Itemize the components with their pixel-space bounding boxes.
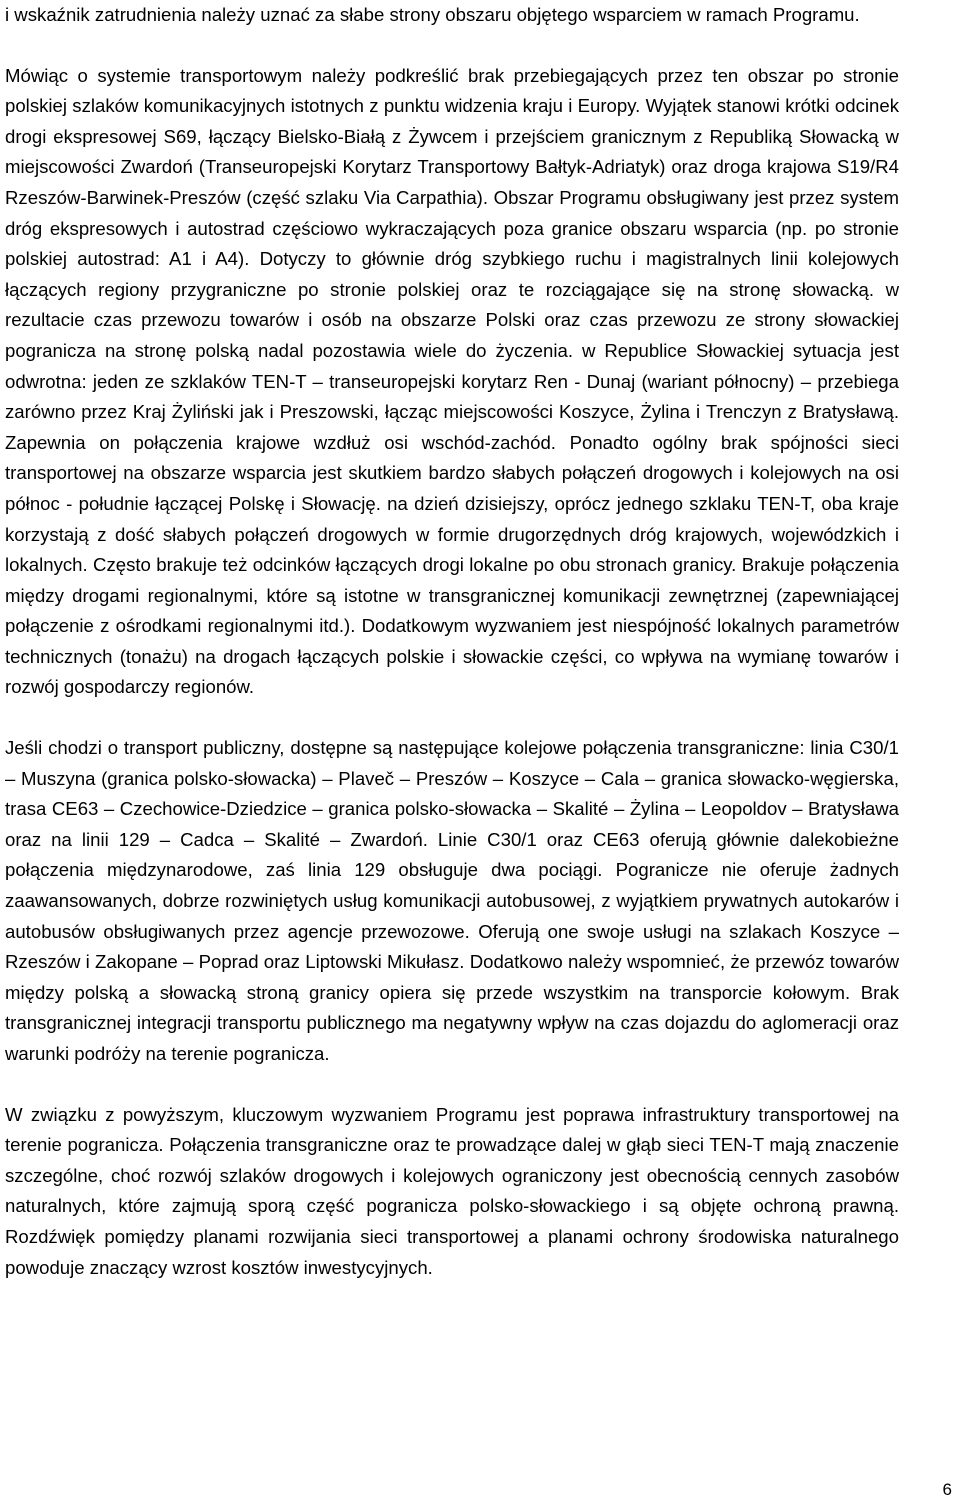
paragraph-gap bbox=[5, 1070, 899, 1100]
paragraph-intro-continuation: i wskaźnik zatrudnienia należy uznać za słabe strony obszaru objętego wsparciem w ramach Programu. bbox=[5, 4, 860, 25]
paragraph-public-transport: Jeśli chodzi o transport publiczny, dostępne są następujące kolejowe połączenia transgraniczne: linia C30/1 – Muszyna (granica polsko-słowacka) – Plaveč – Preszów – Koszyce – Cala – granica słowacko-węgierska, trasa CE63 – Czechowice-Dziedzice – granica polsko-słowacka – Skalité – Żylina – Leopoldov – Bratysława oraz na linii 129 – Cadca – Skalité – Zwardoń. Linie C30/1 oraz CE63 oferują głównie dalekobieżne połączenia międzynarodowe, zaś linia 129 obsługuje dwa pociągi. Pogranicze nie oferuje żadnych zaawansowanych, dobrze rozwiniętych usług komunikacji autobusowej, z wyjątkiem prywatnych autokarów i autobusów obsługiwanych przez agencje przewozowe. Oferują one swoje usługi na szlakach Koszyce – Rzeszów i Zakopane – Poprad oraz Liptowski Mikułasz. Dodatkowo należy wspomnieć, że przewóz towarów między polską a słowacką stroną granicy opiera się przede wszystkim na transporcie kołowym. Brak transgranicznej integracji transportu publicznego ma negatywny wpływ na czas dojazdu do aglomeracji oraz warunki podróży na terenie pogranicza. bbox=[5, 737, 899, 1064]
page-number: 6 bbox=[942, 1480, 952, 1499]
paragraph-key-challenge: W związku z powyższym, kluczowym wyzwaniem Programu jest poprawa infrastruktury transportowej na terenie pogranicza. Połączenia transgraniczne oraz te prowadzące dalej w głąb sieci TEN-T mają znaczenie szczególne, choć rozwój szlaków drogowych i kolejowych ograniczony jest obecnością cennych zasobów naturalnych, które zajmują sporą część pogranicza polsko-słowackiego i są objęte ochroną prawną. Rozdźwięk pomiędzy planami rozwijania sieci transportowej a planami ochrony środowiska naturalnego powoduje znaczący wzrost kosztów inwestycyjnych. bbox=[5, 1103, 899, 1278]
paragraph-gap bbox=[5, 31, 899, 61]
document-body bbox=[5, 0, 899, 1283]
paragraph-gap bbox=[5, 703, 899, 733]
paragraph-transport-system: Mówiąc o systemie transportowym należy podkreślić brak przebiegających przez ten obszar po stronie polskiej szlaków komunikacyjnych istotnych z punktu widzenia kraju i Europy. Wyjątek stanowi krótki odcinek drogi ekspresowej S69, łączący Bielsko-Białą z Żywcem i przejściem granicznym z Republiką Słowacką w miejscowości Zwardoń (Transeuropejski Korytarz Transportowy Bałtyk-Adriatyk) oraz droga krajowa S19/R4 Rzeszów-Barwinek-Preszów (część szlaku Via Carpathia). Obszar Programu obsługiwany jest przez system dróg ekspresowych i autostrad częściowo wykraczających poza granice obszaru wsparcia (np. po stronie polskiej autostrad: A1 i A4). Dotyczy to głównie dróg szybkiego ruchu i magistralnych linii kolejowych łączących regiony przygraniczne po stronie polskiej oraz te rozciągające się na stronę słowacką. w rezultacie czas przewozu towarów i osób na obszarze Polski oraz czas przewozu ze strony słowackiej pogranicza na stronę polską nadal pozostawia wiele do życzenia. w Republice Słowackiej sytuacja jest odwrotna: jeden ze szklaków TEN-T – transeuropejski korytarz Ren - Dunaj (wariant północny) – przebiega zarówno przez Kraj Żyliński jak i Preszowski, łącząc miejscowości Koszyce, Żylina i Trenczyn z Bratysławą. Zapewnia on połączenia krajowe wzdłuż osi wschód-zachód. Ponadto ogólny brak spójności sieci transportowej na obszarze wsparcia jest skutkiem bardzo słabych połączeń drogowych i kolejowych na osi północ - południe łączącej Polskę i Słowację. na dzień dzisiejszy, oprócz jednego szklaku TEN-T, oba kraje korzystają z dość słabych połączeń drogowych w formie drugorzędnych dróg krajowych, wojewódzkich i lokalnych. Często brakuje też odcinków łączących drogi lokalne po obu stronach granicy. Brakuje połączenia między drogami regionalnymi, które są istotne w transgranicznej komunikacji zewnętrznej (zapewniającej połączenie z ośrodkami regionalnymi itd.). Dodatkowym wyzwaniem jest niespójność lokalnych parametrów technicznych (tonażu) na drogach łączących polskie i słowackie części, co wpływa na wymianę towarów i rozwój gospodarczy regionów. bbox=[5, 64, 899, 698]
